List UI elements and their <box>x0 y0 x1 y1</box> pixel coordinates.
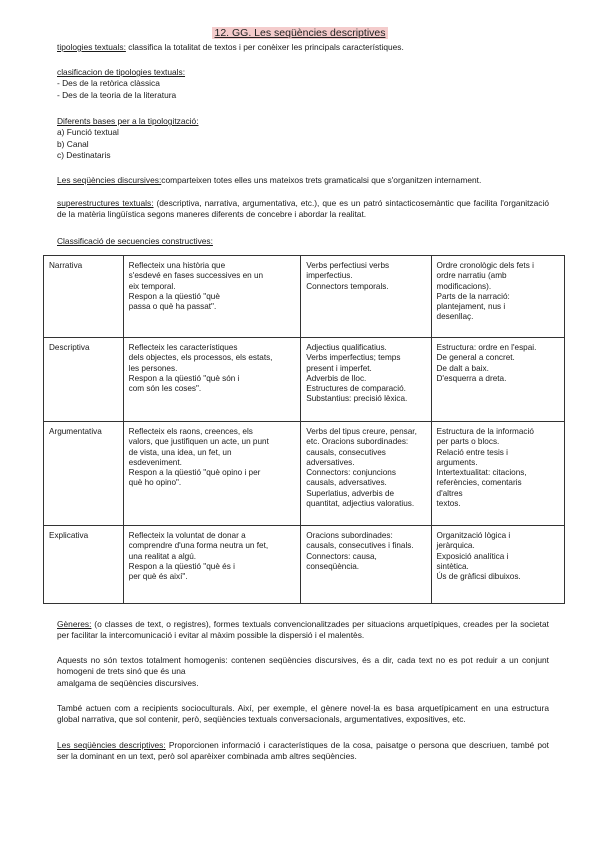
cell-line: Parts de la narració: <box>436 291 510 301</box>
table-row <box>44 526 565 604</box>
generes-paragraph <box>57 619 549 642</box>
sequence-desc-cell <box>123 256 301 338</box>
cell-line: les persones. <box>128 363 178 373</box>
cell-line: valors, que justifiquen un acte, un punt <box>128 437 269 447</box>
cell-line: plantejament, nus i <box>436 302 506 312</box>
bases-block <box>57 116 549 161</box>
cell-line: sintètica. <box>436 561 469 571</box>
descriptives-text: Proporcionen informació i característiques de la cosa, paisatge o persona que descriuen, també pot ser la dominant en un text, però sol aparèixer combinada amb altres seqüències. <box>57 740 549 762</box>
cell-line: modificacions). <box>436 281 492 291</box>
cell-line: dels objectes, els processos, els estats, <box>128 353 273 363</box>
cell-line: conseqüència. <box>306 561 360 571</box>
cell-line: De general a concret. <box>436 353 515 363</box>
cell-line: Estructures de comparació. <box>306 384 406 394</box>
classification-block <box>57 67 549 101</box>
generes-label: Gèneres: <box>57 619 92 629</box>
classification-item: - Des de la retòrica clàssica <box>57 78 160 89</box>
sequence-extra-cell <box>431 526 564 604</box>
cell-line: Intertextualitat: citacions, <box>436 468 527 478</box>
classification-label: clasificacion de tipologies textuals: <box>57 67 186 77</box>
cell-line: Adjectius qualificatius. <box>306 343 387 352</box>
cell-line: Respon a la qüestió "què és i <box>128 561 235 571</box>
cell-line: Superlatius, adverbis de <box>306 488 395 498</box>
sequence-type-cell: Argumentativa <box>44 422 124 526</box>
aquests-paragraph <box>57 655 549 689</box>
bases-label: Diferents bases per a la tipologització: <box>57 116 199 126</box>
bases-item: b) Canal <box>57 138 89 149</box>
cell-line: jeràrquica. <box>436 541 475 551</box>
cell-line: com són les coses". <box>128 384 202 394</box>
intro-label: tipologies textuals: <box>57 42 126 52</box>
descriptives-label: Les seqüències descriptives: <box>57 740 166 750</box>
cell-line: Reflecteix les característiques <box>128 343 238 352</box>
sequence-trets-cell <box>301 526 431 604</box>
cell-line: Reflecteix la voluntat de donar a <box>128 531 246 540</box>
sequence-trets-cell <box>301 256 431 338</box>
cell-line: Connectors temporals. <box>306 281 389 291</box>
cell-line: present i imperfet. <box>306 363 372 373</box>
superestructures-label: superestructures textuals: <box>57 198 154 208</box>
cell-line: arguments. <box>436 457 478 467</box>
classification-item: - Des de la teoria de la literatura <box>57 89 177 100</box>
sequencies-label: Les seqüències discursives: <box>57 175 162 185</box>
cell-line: Verbs del tipus creure, pensar, <box>306 427 417 436</box>
cell-line: Reflecteix els raons, creences, els <box>128 427 253 436</box>
aquests-line1: Aquests no són textos totalment homogenis: contenen seqüències discursives, és a dir, cada text no es pot reduir a un conjunt homogeni de trets sinó que és una <box>57 655 549 677</box>
sequence-type-cell: Explicativa <box>44 526 124 604</box>
sequence-desc-cell <box>123 422 301 526</box>
cell-line: causals, consecutives <box>306 447 386 457</box>
classificacio-heading: Classificació de secuencies constructives: <box>57 236 213 246</box>
cell-line: Ordre cronològic dels fets i <box>436 261 534 270</box>
cell-line: imperfectius. <box>306 271 353 281</box>
sequence-type-cell: Descriptiva <box>44 338 124 422</box>
sequence-extra-cell <box>431 338 564 422</box>
cell-line: Substantius: precisió lèxica. <box>306 394 408 404</box>
cell-line: de vista, una idea, un fet, un <box>128 447 232 457</box>
cell-line: per parts o blocs. <box>436 437 500 447</box>
sequencies-text: comparteixen totes elles uns mateixos trets gramaticalsi que s'organitzen internament. <box>161 175 482 185</box>
cell-line: Verbs perfectiusi verbs <box>306 261 390 270</box>
cell-line: Oracions subordinades: <box>306 531 393 540</box>
page-title: 12. GG. Les seqüències descriptives <box>214 27 386 39</box>
cell-line: Verbs imperfectius; temps <box>306 353 401 363</box>
bases-item: c) Destinataris <box>57 149 111 160</box>
table-row <box>44 256 565 338</box>
cell-line: per què és així". <box>128 572 188 582</box>
cell-line: causals, adversatives. <box>306 478 387 488</box>
descriptives-paragraph <box>57 740 549 763</box>
sequences-table <box>43 255 565 604</box>
cell-line: Respon a la qüestió "què són i <box>128 373 240 383</box>
cell-line: esdeveniment. <box>128 457 182 467</box>
cell-line: referències, comentaris <box>436 478 522 488</box>
sequence-extra-cell <box>431 422 564 526</box>
sequencies-paragraph <box>57 175 549 186</box>
cell-line: Adverbis de lloc. <box>306 373 367 383</box>
cell-line: desenllaç. <box>436 312 474 322</box>
cell-line: Exposició analítica i <box>436 551 509 561</box>
generes-text: (o classes de text, o registres), formes textuals convencionalitzades per situacions arquetípiques, creades per la societat per facilitar la intercomunicació i evitar al màxim possible la dispersió i el malentès. <box>57 619 549 641</box>
table-row <box>44 338 565 422</box>
sequence-desc-cell <box>123 526 301 604</box>
cell-line: una realitat a algú. <box>128 551 197 561</box>
cell-line: ordre narratiu (amb <box>436 271 507 281</box>
cell-line: eix temporal. <box>128 281 176 291</box>
cell-line: Respon a la qüestió "què <box>128 291 220 301</box>
intro-paragraph <box>57 42 549 53</box>
sequence-desc-cell <box>123 338 301 422</box>
cell-line: d'altres <box>436 488 463 498</box>
cell-line: Estructura de la informació <box>436 427 534 436</box>
cell-line: què ho opino". <box>128 478 182 488</box>
cell-line: Connectors: causa, <box>306 551 377 561</box>
cell-line: Relació entre tesis i <box>436 447 508 457</box>
bases-item: a) Funció textual <box>57 127 119 138</box>
intro-text: classifica la totalitat de textos i per conèixer les principals característiques. <box>125 42 404 52</box>
cell-line: De dalt a baix. <box>436 363 489 373</box>
table-row <box>44 422 565 526</box>
cell-line: passa o què ha passat". <box>128 302 217 312</box>
cell-line: quantitat, adjectius valoratius. <box>306 499 415 509</box>
tambe-paragraph: També actuen com a recipients socioculturals. Així, per exemple, el gènere novel·la es basa arquetípicament en una estructura global narrativa, que sol contenir, però, seqüències textuals conversacionals, argumentatives, expositives, etc. <box>57 703 549 725</box>
sequence-trets-cell <box>301 338 431 422</box>
cell-line: etc. Oracions subordinades: <box>306 437 409 447</box>
sequence-type-cell: Narrativa <box>44 256 124 338</box>
cell-line: Organització lògica i <box>436 531 511 540</box>
sequence-trets-cell <box>301 422 431 526</box>
cell-line: Ús de gràficsi dibuixos. <box>436 572 521 582</box>
cell-line: Connectors: conjuncions <box>306 468 396 478</box>
cell-line: causals, consecutives i finals. <box>306 541 414 551</box>
aquests-line2: amalgama de seqüències discursives. <box>57 677 199 688</box>
cell-line: Reflecteix una història que <box>128 261 226 270</box>
superestructures-text: (descriptiva, narrativa, argumentativa, etc.), que es un patró sintacticosemàntic que facilita l'organització de la matèria lingüística segons maneres diferents de concebre i abordar la realitat. <box>57 198 549 220</box>
cell-line: textos. <box>436 499 461 509</box>
cell-line: comprendre d'una forma neutra un fet, <box>128 541 269 551</box>
superestructures-paragraph <box>57 198 549 221</box>
cell-line: Respon a la qüestió "què opino i per <box>128 468 261 478</box>
sequence-extra-cell <box>431 256 564 338</box>
cell-line: Estructura: ordre en l'espai. <box>436 343 537 352</box>
cell-line: s'esdevé en fases successives en un <box>128 271 264 281</box>
cell-line: adversatives. <box>306 457 355 467</box>
cell-line: D'esquerra a dreta. <box>436 373 507 383</box>
